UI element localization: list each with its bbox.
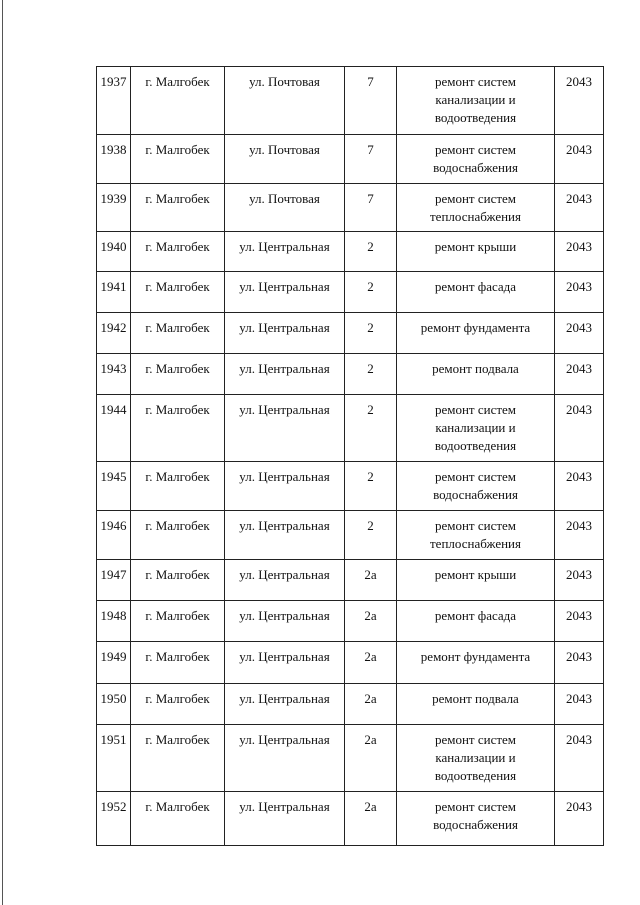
city-cell: г. Малгобек [131, 560, 225, 601]
row-number: 1948 [97, 601, 131, 642]
house-cell: 7 [345, 67, 397, 135]
work-cell: ремонт систем канализации и водоотведения [397, 67, 555, 135]
year-cell: 2043 [555, 601, 604, 642]
row-number: 1949 [97, 642, 131, 684]
city-cell: г. Малгобек [131, 135, 225, 184]
house-cell: 2 [345, 313, 397, 354]
work-cell: ремонт фундамента [397, 313, 555, 354]
row-number: 1937 [97, 67, 131, 135]
year-cell: 2043 [555, 684, 604, 725]
year-cell: 2043 [555, 395, 604, 462]
row-number: 1940 [97, 232, 131, 272]
city-cell: г. Малгобек [131, 642, 225, 684]
city-cell: г. Малгобек [131, 184, 225, 232]
house-cell: 2 [345, 354, 397, 395]
work-cell: ремонт систем водоснабжения [397, 462, 555, 511]
city-cell: г. Малгобек [131, 232, 225, 272]
work-cell: ремонт систем теплоснабжения [397, 511, 555, 560]
table-row [97, 354, 604, 395]
city-cell: г. Малгобек [131, 354, 225, 395]
street-cell: ул. Почтовая [225, 67, 345, 135]
table-row [97, 135, 604, 184]
row-number: 1938 [97, 135, 131, 184]
year-cell: 2043 [555, 135, 604, 184]
street-cell: ул. Почтовая [225, 184, 345, 232]
table-row [97, 232, 604, 272]
house-cell: 2 [345, 511, 397, 560]
table-row [97, 684, 604, 725]
city-cell: г. Малгобек [131, 792, 225, 846]
table-row [97, 184, 604, 232]
work-cell: ремонт подвала [397, 354, 555, 395]
row-number: 1944 [97, 395, 131, 462]
street-cell: ул. Центральная [225, 792, 345, 846]
street-cell: ул. Центральная [225, 232, 345, 272]
street-cell: ул. Центральная [225, 560, 345, 601]
table-row [97, 792, 604, 846]
year-cell: 2043 [555, 67, 604, 135]
row-number: 1939 [97, 184, 131, 232]
house-cell: 2а [345, 684, 397, 725]
work-cell: ремонт фасада [397, 272, 555, 313]
house-cell: 2 [345, 462, 397, 511]
table-row [97, 725, 604, 792]
table-row [97, 642, 604, 684]
table-row [97, 601, 604, 642]
house-cell: 2 [345, 395, 397, 462]
year-cell: 2043 [555, 184, 604, 232]
work-cell: ремонт систем водоснабжения [397, 135, 555, 184]
city-cell: г. Малгобек [131, 272, 225, 313]
year-cell: 2043 [555, 354, 604, 395]
work-cell: ремонт крыши [397, 232, 555, 272]
city-cell: г. Малгобек [131, 67, 225, 135]
city-cell: г. Малгобек [131, 511, 225, 560]
table-row [97, 313, 604, 354]
work-cell: ремонт подвала [397, 684, 555, 725]
table-body [97, 67, 604, 846]
street-cell: ул. Центральная [225, 313, 345, 354]
year-cell: 2043 [555, 313, 604, 354]
street-cell: ул. Центральная [225, 462, 345, 511]
row-number: 1950 [97, 684, 131, 725]
house-cell: 2а [345, 601, 397, 642]
house-cell: 2а [345, 725, 397, 792]
city-cell: г. Малгобек [131, 395, 225, 462]
year-cell: 2043 [555, 232, 604, 272]
row-number: 1947 [97, 560, 131, 601]
table-row [97, 462, 604, 511]
city-cell: г. Малгобек [131, 684, 225, 725]
house-cell: 7 [345, 135, 397, 184]
street-cell: ул. Центральная [225, 725, 345, 792]
street-cell: ул. Центральная [225, 354, 345, 395]
work-cell: ремонт крыши [397, 560, 555, 601]
city-cell: г. Малгобек [131, 313, 225, 354]
city-cell: г. Малгобек [131, 601, 225, 642]
house-cell: 2а [345, 560, 397, 601]
row-number: 1952 [97, 792, 131, 846]
year-cell: 2043 [555, 511, 604, 560]
street-cell: ул. Центральная [225, 272, 345, 313]
row-number: 1951 [97, 725, 131, 792]
street-cell: ул. Центральная [225, 601, 345, 642]
row-number: 1943 [97, 354, 131, 395]
repair-schedule-table [96, 66, 604, 846]
table-row [97, 272, 604, 313]
table-row [97, 560, 604, 601]
year-cell: 2043 [555, 272, 604, 313]
work-cell: ремонт систем канализации и водоотведения [397, 725, 555, 792]
city-cell: г. Малгобек [131, 462, 225, 511]
house-cell: 7 [345, 184, 397, 232]
table-row [97, 511, 604, 560]
street-cell: ул. Центральная [225, 511, 345, 560]
street-cell: ул. Центральная [225, 642, 345, 684]
house-cell: 2а [345, 642, 397, 684]
row-number: 1941 [97, 272, 131, 313]
year-cell: 2043 [555, 725, 604, 792]
table-row [97, 67, 604, 135]
work-cell: ремонт фасада [397, 601, 555, 642]
row-number: 1946 [97, 511, 131, 560]
street-cell: ул. Центральная [225, 684, 345, 725]
house-cell: 2 [345, 232, 397, 272]
street-cell: ул. Почтовая [225, 135, 345, 184]
year-cell: 2043 [555, 642, 604, 684]
work-cell: ремонт систем канализации и водоотведения [397, 395, 555, 462]
work-cell: ремонт систем водоснабжения [397, 792, 555, 846]
city-cell: г. Малгобек [131, 725, 225, 792]
work-cell: ремонт фундамента [397, 642, 555, 684]
year-cell: 2043 [555, 462, 604, 511]
year-cell: 2043 [555, 792, 604, 846]
year-cell: 2043 [555, 560, 604, 601]
house-cell: 2а [345, 792, 397, 846]
house-cell: 2 [345, 272, 397, 313]
row-number: 1942 [97, 313, 131, 354]
street-cell: ул. Центральная [225, 395, 345, 462]
row-number: 1945 [97, 462, 131, 511]
work-cell: ремонт систем теплоснабжения [397, 184, 555, 232]
page-edge-line [2, 0, 3, 905]
table-row [97, 395, 604, 462]
